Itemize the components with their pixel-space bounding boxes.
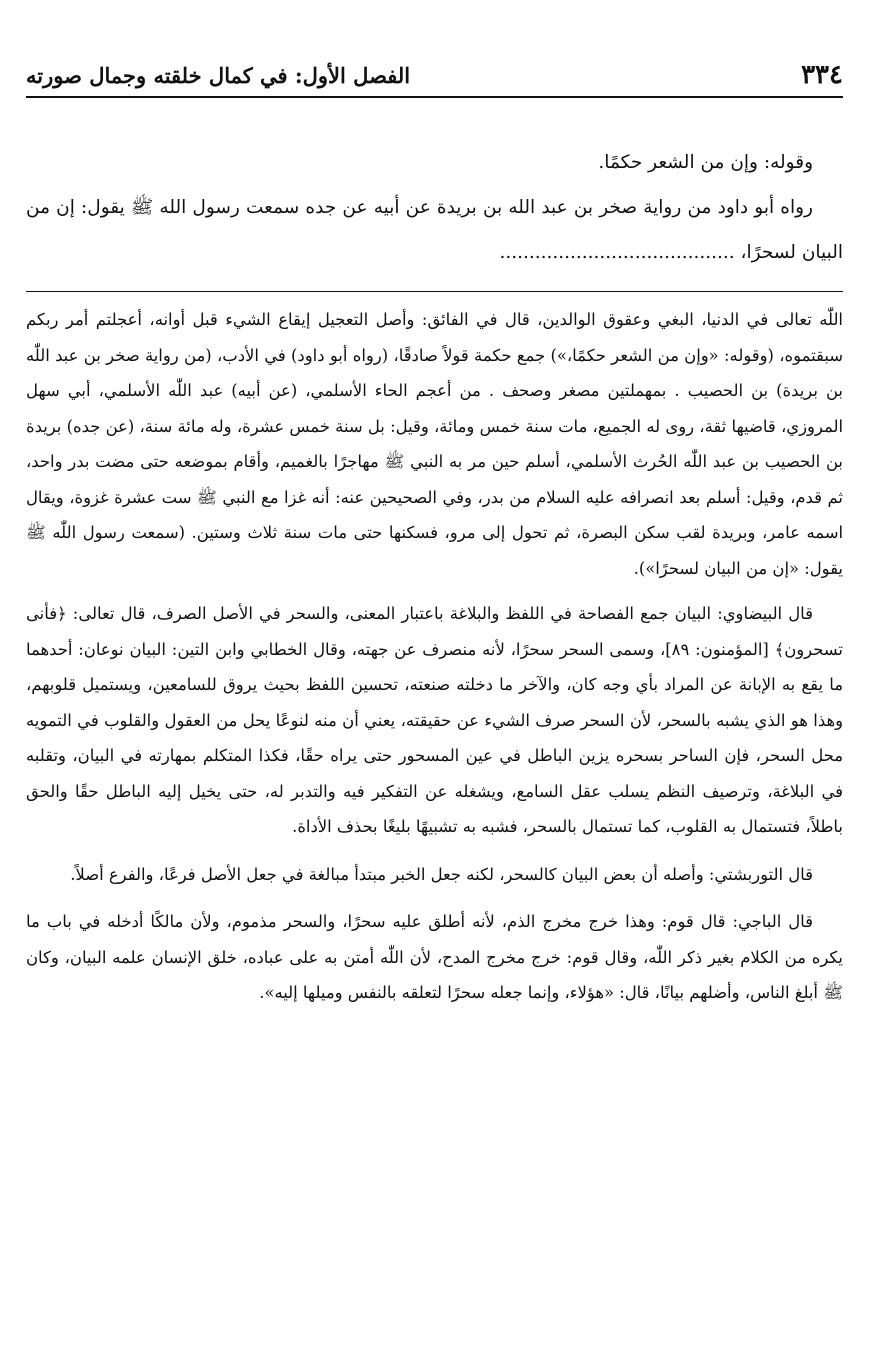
commentary-paragraph: قال التوربشتي: وأصله أن بعض البيان كالسحر، لكنه جعل الخبر مبتدأ مبالغة في جعل الأصل فرعًا، والفرع أصلاً. [70,864,813,884]
main-text [26,140,843,275]
commentary-paragraph: اللّٰه تعالى في الدنيا، البغي وعقوق الوالدين، قال في الفائق: وأصل التعجيل إيقاع الشيء قبل أوانه، أعجلتم أمر ربكم سبقتموه، (وقوله: «وإن من الشعر حكمًا،») جمع حكمة قولاً صادقًا، (رواه أبو داود) في الأدب، (من رواية صخر بن عبد اللّٰه بن بريدة) بن الحصيب . بمهملتين مصغر وصحف . من أعجم الحاء الأسلمي، (عن أبيه) عبد اللّٰه الأسلمي، أبي سهل المروزي، قاضيها ثقة، روى له الجميع، مات سنة خمس ومائة، وقيل: بل سنة خمس عشرة، وله مائة سنة، (عن جده) بريدة بن الحصيب بن عبد اللّٰه الحُرث الأسلمي، أسلم حين مر به النبي ﷺ مهاجرًا بالغميم، وأقام بموضعه حتى مضت بدر واحد، ثم قدم، وقيل: أسلم بعد انصرافه عليه السلام من بدر، وفي الصحيحين عنه: أنه غزا مع النبي ﷺ ست عشرة غزوة، ويقال اسمه عامر، وبريدة لقب سكن البصرة، ثم تحول إلى مرو، فسكنها حتى مات سنة ثلاث وستين. (سمعت رسول اللّٰه ﷺ يقول: «إن من البيان لسحرًا»). [26,310,843,578]
chapter-title: الفصل الأول: في كمال خلقته وجمال صورته [26,63,411,88]
page-header [26,0,843,98]
commentary-paragraph: قال الباجي: قال قوم: وهذا خرج مخرج الذم، لأنه أطلق عليه سحرًا، والسحر مذموم، ولأن مالكًا أدخله في باب ما يكره من الكلام بغير ذكر اللّٰه، وقال قوم: خرج مخرج المدح، لأن اللّٰه أمتن به على عباده، خلق الإنسان علمه البيان، وكان ﷺ أبلغ الناس، وأضلهم بيانًا، قال: «هؤلاء، وإنما جعله سحرًا لتعلقه بالنفس وميلها إليه». [26,912,843,1002]
main-text-paragraph: رواه أبو داود من رواية صخر بن عبد الله بن بريدة عن أبيه عن جده سمعت رسول الله ﷺ يقول: إن من البيان لسحرًا، ........................................ [26,197,843,263]
main-text-line: وقوله: وإن من الشعر حكمًا. [598,152,813,173]
footnote-divider [26,291,843,292]
commentary [26,302,843,1011]
commentary-paragraph: قال البيضاوي: البيان جمع الفصاحة في اللفظ والبلاغة باعتبار المعنى، والسحر في الأصل الصرف، قال تعالى: ﴿فأنى تسحرون﴾ [المؤمنون: ٨٩]، وسمى السحر سحرًا، لأنه منصرف عن جهته، وقال الخطابي وابن التين: البيان نوعان: أحدهما ما يقع به الإبانة عن المراد بأي وجه كان، والآخر ما دخلته صنعته، تحسين اللفظ بحيث يروق للسامعين، ويستميل قلوبهم، وهذا هو الذي يشبه بالسحر، لأن السحر صرف الشيء عن حقيقته، يعني أن منه لنوعًا يحل من العقول والقلوب في التمويه محل السحر، فإن الساحر بسحره يزين الباطل في عين المسحور حتى يراه حقًا، فكذا المتكلم بمهارته في البيان، وتقلبه في البلاغة، وترصيف النظم يسلب عقل السامع، ويشغله عن التفكير فيه والتدبر له، حتى يخيل إليه الباطل حقًا والحق باطلاً، فتستمال به القلوب، كما تستمال بالسحر، فشبه به تشبيهًا بليغًا بحذف الأداة. [26,604,843,836]
page-number: ٣٣٤ [801,60,843,90]
